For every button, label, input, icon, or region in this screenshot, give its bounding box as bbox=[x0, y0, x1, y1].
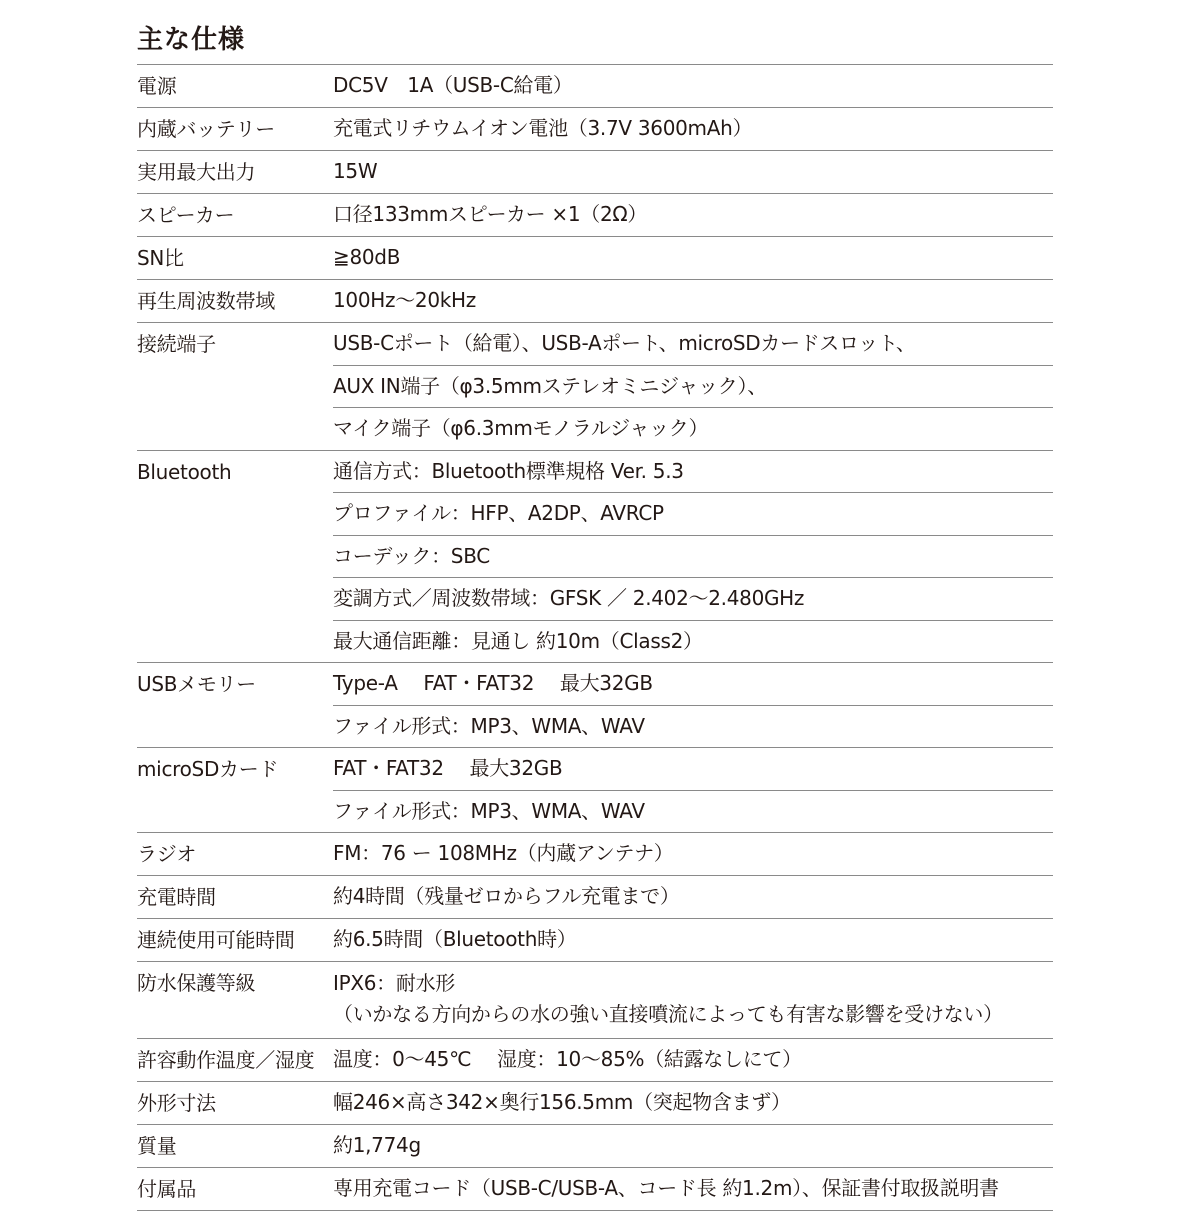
spec-row-operating-temp bbox=[137, 1039, 1053, 1082]
spec-row-microsd bbox=[137, 748, 1053, 833]
spec-row-battery bbox=[137, 108, 1053, 151]
spec-table bbox=[137, 64, 1053, 1211]
spec-value: ファイル形式：MP3、WMA、WAV bbox=[333, 798, 645, 823]
spec-value: 通信方式：Bluetooth標準規格 Ver. 5.3 bbox=[333, 451, 1053, 494]
spec-value: 充電式リチウムイオン電池（3.7V 3600mAh） bbox=[333, 116, 753, 140]
spec-value: FAT・FAT32 最大32GB bbox=[333, 748, 1053, 791]
spec-value: USB-Cポート（給電）、USB-Aポート、microSDカードスロット、 bbox=[333, 323, 1053, 366]
spec-row-radio bbox=[137, 833, 1053, 876]
spec-row-ports bbox=[137, 323, 1053, 451]
spec-label: スピーカー bbox=[137, 203, 235, 227]
spec-value: Type-A FAT・FAT32 最大32GB bbox=[333, 663, 1053, 706]
spec-label: Bluetooth bbox=[137, 459, 232, 484]
spec-values bbox=[333, 108, 1053, 150]
spec-label: 電源 bbox=[137, 74, 177, 98]
spec-label: 接続端子 bbox=[137, 332, 216, 356]
spec-row-max-output bbox=[137, 151, 1053, 194]
spec-value: AUX IN端子（φ3.5mmステレオミニジャック）、 bbox=[333, 366, 1053, 409]
spec-value: 専用充電コード（USB-C/USB-A、コード長 約1.2m）、保証書付取扱説明書 bbox=[333, 1176, 999, 1200]
spec-values bbox=[333, 194, 1053, 236]
spec-value: 15W bbox=[333, 159, 378, 183]
spec-row-frequency-range bbox=[137, 280, 1053, 323]
spec-values bbox=[333, 323, 1053, 450]
spec-values bbox=[333, 748, 1053, 832]
spec-row-bluetooth bbox=[137, 451, 1053, 664]
spec-value: 100Hz〜20kHz bbox=[333, 288, 476, 312]
spec-values bbox=[333, 280, 1053, 322]
spec-value: 温度：0〜45℃ 湿度：10〜85%（結露なしにて） bbox=[333, 1047, 802, 1071]
spec-value: DC5V 1A（USB-C給電） bbox=[333, 73, 573, 97]
spec-row-power bbox=[137, 65, 1053, 108]
spec-values bbox=[333, 876, 1053, 918]
spec-values bbox=[333, 65, 1053, 107]
spec-value: コーデック：SBC bbox=[333, 536, 1053, 579]
page-title: 主な仕様 bbox=[137, 25, 246, 55]
spec-label: 質量 bbox=[137, 1134, 177, 1158]
spec-label: SN比 bbox=[137, 246, 184, 270]
spec-values bbox=[333, 1125, 1053, 1167]
spec-values bbox=[333, 962, 1053, 1038]
spec-value: プロファイル：HFP、A2DP、AVRCP bbox=[333, 493, 1053, 536]
spec-row-dimensions bbox=[137, 1082, 1053, 1125]
spec-row-weight bbox=[137, 1125, 1053, 1168]
spec-values bbox=[333, 1082, 1053, 1124]
spec-value: 約4時間（残量ゼロからフル充電まで） bbox=[333, 884, 680, 908]
spec-values bbox=[333, 151, 1053, 193]
spec-row-speaker bbox=[137, 194, 1053, 237]
spec-row-accessories bbox=[137, 1168, 1053, 1211]
spec-label: 許容動作温度／湿度 bbox=[137, 1048, 315, 1072]
spec-value-line: IPX6：耐水形 bbox=[333, 971, 455, 995]
spec-label: 連続使用可能時間 bbox=[137, 928, 295, 952]
spec-label: 再生周波数帯域 bbox=[137, 289, 275, 313]
spec-label: 内蔵バッテリー bbox=[137, 117, 275, 141]
spec-row-sn-ratio bbox=[137, 237, 1053, 280]
spec-values bbox=[333, 919, 1053, 961]
spec-values bbox=[333, 237, 1053, 279]
spec-value: 約6.5時間（Bluetooth時） bbox=[333, 927, 577, 951]
spec-row-water-rating bbox=[137, 962, 1053, 1039]
spec-label: USBメモリー bbox=[137, 672, 256, 696]
spec-value bbox=[333, 962, 1053, 1038]
spec-value: ≧80dB bbox=[333, 245, 401, 269]
spec-value: 口径133mmスピーカー ×1（2Ω） bbox=[333, 202, 648, 226]
spec-label: 実用最大出力 bbox=[137, 160, 256, 184]
spec-value: 幅246×高さ342×奥行156.5mm（突起物含まず） bbox=[333, 1090, 791, 1114]
spec-values bbox=[333, 451, 1053, 663]
spec-row-usb-memory bbox=[137, 663, 1053, 748]
spec-row-charge-time bbox=[137, 876, 1053, 919]
spec-values bbox=[333, 663, 1053, 747]
spec-value: 約1,774g bbox=[333, 1133, 421, 1157]
spec-value: FM：76 ー 108MHz（内蔵アンテナ） bbox=[333, 841, 674, 865]
spec-label: 防水保護等級 bbox=[137, 971, 256, 995]
spec-values bbox=[333, 1039, 1053, 1081]
spec-value: ファイル形式：MP3、WMA、WAV bbox=[333, 713, 645, 738]
spec-label: ラジオ bbox=[137, 842, 197, 866]
spec-value-line: （いかなる方向からの水の強い直接噴流によっても有害な影響を受けない） bbox=[333, 1002, 1003, 1026]
spec-label: 外形寸法 bbox=[137, 1091, 216, 1115]
spec-value: 最大通信距離：見通し 約10m（Class2） bbox=[333, 628, 703, 653]
spec-label: 充電時間 bbox=[137, 885, 216, 909]
spec-value: 変調方式／周波数帯域：GFSK ／ 2.402〜2.480GHz bbox=[333, 578, 1053, 621]
spec-values bbox=[333, 1168, 1053, 1210]
spec-value: マイク端子（φ6.3mmモノラルジャック） bbox=[333, 416, 709, 440]
spec-row-play-time bbox=[137, 919, 1053, 962]
spec-values bbox=[333, 833, 1053, 875]
spec-label: microSDカード bbox=[137, 757, 279, 781]
spec-label: 付属品 bbox=[137, 1177, 197, 1201]
